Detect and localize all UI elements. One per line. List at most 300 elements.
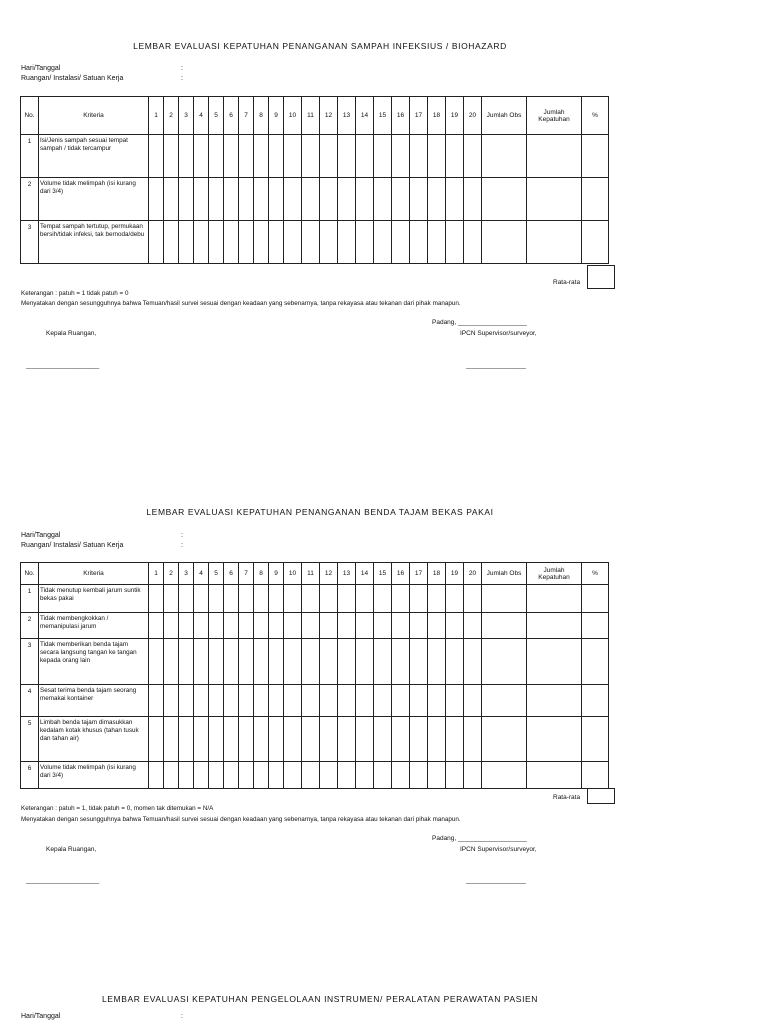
day-cell[interactable] (392, 639, 410, 685)
day-cell[interactable] (374, 613, 392, 639)
jumlah-obs-cell[interactable] (482, 717, 527, 762)
day-cell[interactable] (320, 685, 338, 717)
field-label-hari: Hari/Tanggal (21, 532, 61, 539)
day-cell[interactable] (320, 178, 338, 221)
header-day: 7 (239, 563, 254, 585)
signature-line-right: __________________ (466, 877, 526, 884)
day-cell[interactable] (446, 717, 464, 762)
day-cell[interactable] (239, 178, 254, 221)
day-cell[interactable] (374, 639, 392, 685)
day-cell[interactable] (356, 639, 374, 685)
day-cell[interactable] (446, 639, 464, 685)
day-cell[interactable] (392, 717, 410, 762)
header-day: 16 (392, 563, 410, 585)
day-cell[interactable] (194, 685, 209, 717)
header-day: 20 (464, 97, 482, 135)
day-cell[interactable] (209, 639, 224, 685)
table-row (21, 585, 609, 613)
day-cell[interactable] (464, 135, 482, 178)
day-cell[interactable] (209, 685, 224, 717)
day-cell[interactable] (269, 585, 284, 613)
jumlah-kepatuhan-cell[interactable] (527, 685, 582, 717)
day-cell[interactable] (374, 585, 392, 613)
header-kriteria: Kriteria (39, 97, 149, 135)
day-cell[interactable] (374, 685, 392, 717)
day-cell[interactable] (356, 178, 374, 221)
header-day: 7 (239, 97, 254, 135)
row-kriteria: Tidak menutup kembali jarum suntik bekas pakai (39, 585, 149, 613)
day-cell[interactable] (284, 135, 302, 178)
day-cell[interactable] (269, 685, 284, 717)
day-cell[interactable] (464, 685, 482, 717)
day-cell[interactable] (410, 762, 428, 789)
table-header-row (21, 563, 609, 585)
jumlah-obs-cell[interactable] (482, 685, 527, 717)
day-cell[interactable] (269, 178, 284, 221)
jumlah-kepatuhan-cell[interactable] (527, 613, 582, 639)
day-cell[interactable] (410, 613, 428, 639)
percent-cell[interactable] (582, 639, 609, 685)
day-cell[interactable] (194, 135, 209, 178)
day-cell[interactable] (239, 762, 254, 789)
header-day: 9 (269, 563, 284, 585)
kepala-ruangan-label: Kepala Ruangan, (46, 846, 97, 853)
header-day: 3 (179, 563, 194, 585)
day-cell[interactable] (164, 717, 179, 762)
rata-rata-box[interactable] (587, 265, 615, 289)
day-cell[interactable] (194, 717, 209, 762)
kepala-ruangan-label: Kepala Ruangan, (46, 330, 97, 337)
form-meta (21, 64, 183, 84)
day-cell[interactable] (446, 762, 464, 789)
day-cell[interactable] (356, 762, 374, 789)
day-cell[interactable] (179, 613, 194, 639)
row-kriteria: Tidak membengkokkan / memanipulasi jarum (39, 613, 149, 639)
field-label-ruangan: Ruangan/ Instalasi/ Satuan Kerja (21, 75, 124, 82)
percent-cell[interactable] (582, 762, 609, 789)
day-cell[interactable] (464, 178, 482, 221)
statement: Menyatakan dengan sesungguhnya bahwa Temuan/hasil survei sesuai dengan keadaan yang sebenarnya, tanpa rekayasa atau tekanan dari pihak manapun. (21, 300, 461, 307)
day-cell[interactable] (446, 585, 464, 613)
jumlah-obs-cell[interactable] (482, 639, 527, 685)
day-cell[interactable] (356, 135, 374, 178)
header-day: 15 (374, 563, 392, 585)
header-no: No. (21, 563, 39, 585)
day-cell[interactable] (164, 685, 179, 717)
day-cell[interactable] (410, 135, 428, 178)
day-cell[interactable] (428, 685, 446, 717)
day-cell[interactable] (149, 178, 164, 221)
field-colon: : (181, 532, 183, 539)
day-cell[interactable] (284, 585, 302, 613)
day-cell[interactable] (338, 178, 356, 221)
header-jumlah-obs: Jumlah Obs (482, 563, 527, 585)
day-cell[interactable] (239, 221, 254, 264)
day-cell[interactable] (164, 178, 179, 221)
day-cell[interactable] (428, 221, 446, 264)
percent-cell[interactable] (582, 685, 609, 717)
day-cell[interactable] (239, 613, 254, 639)
day-cell[interactable] (224, 221, 239, 264)
header-day: 8 (254, 97, 269, 135)
day-cell[interactable] (302, 178, 320, 221)
day-cell[interactable] (284, 685, 302, 717)
day-cell[interactable] (428, 717, 446, 762)
header-day: 18 (428, 97, 446, 135)
header-day: 3 (179, 97, 194, 135)
day-cell[interactable] (179, 717, 194, 762)
day-cell[interactable] (164, 639, 179, 685)
row-kriteria: Limbah benda tajam dimasukkan kedalam kotak khusus (tahan tusuk dan tahan air) (39, 717, 149, 762)
day-cell[interactable] (194, 613, 209, 639)
rata-rata-label: Rata-rata (553, 279, 581, 286)
row-kriteria: Sesat terima benda tajam seorang memakai kontainer (39, 685, 149, 717)
day-cell[interactable] (254, 717, 269, 762)
evaluation-table (20, 96, 609, 264)
day-cell[interactable] (284, 613, 302, 639)
day-cell[interactable] (464, 639, 482, 685)
day-cell[interactable] (410, 717, 428, 762)
day-cell[interactable] (338, 135, 356, 178)
day-cell[interactable] (374, 762, 392, 789)
day-cell[interactable] (209, 135, 224, 178)
header-kriteria: Kriteria (39, 563, 149, 585)
day-cell[interactable] (284, 639, 302, 685)
day-cell[interactable] (179, 135, 194, 178)
day-cell[interactable] (194, 639, 209, 685)
day-cell[interactable] (254, 178, 269, 221)
table-row (21, 178, 609, 221)
day-cell[interactable] (224, 762, 239, 789)
row-no: 4 (21, 685, 39, 717)
day-cell[interactable] (224, 639, 239, 685)
day-cell[interactable] (392, 685, 410, 717)
day-cell[interactable] (392, 762, 410, 789)
form-meta (21, 531, 183, 551)
day-cell[interactable] (209, 221, 224, 264)
day-cell[interactable] (446, 685, 464, 717)
day-cell[interactable] (428, 639, 446, 685)
day-cell[interactable] (356, 613, 374, 639)
day-cell[interactable] (149, 639, 164, 685)
day-cell[interactable] (269, 762, 284, 789)
row-no: 1 (21, 135, 39, 178)
header-day: 10 (284, 563, 302, 585)
day-cell[interactable] (269, 639, 284, 685)
day-cell[interactable] (302, 762, 320, 789)
day-cell[interactable] (254, 639, 269, 685)
day-cell[interactable] (302, 221, 320, 264)
day-cell[interactable] (179, 762, 194, 789)
day-cell[interactable] (302, 685, 320, 717)
day-cell[interactable] (356, 221, 374, 264)
day-cell[interactable] (410, 178, 428, 221)
day-cell[interactable] (149, 135, 164, 178)
day-cell[interactable] (239, 717, 254, 762)
table-row (21, 221, 609, 264)
table-row (21, 639, 609, 685)
day-cell[interactable] (164, 585, 179, 613)
row-no: 1 (21, 585, 39, 613)
jumlah-kepatuhan-cell[interactable] (527, 585, 582, 613)
header-percent: % (582, 97, 609, 135)
signature-line-left: ______________________ (26, 362, 99, 369)
header-day: 6 (224, 97, 239, 135)
row-no: 6 (21, 762, 39, 789)
day-cell[interactable] (164, 613, 179, 639)
percent-cell[interactable] (582, 717, 609, 762)
day-cell[interactable] (302, 135, 320, 178)
day-cell[interactable] (194, 178, 209, 221)
field-colon: : (181, 75, 183, 82)
day-cell[interactable] (254, 221, 269, 264)
table-row (21, 762, 609, 789)
form-title: LEMBAR EVALUASI KEPATUHAN PENANGANAN BENDA TAJAM BEKAS PAKAI (146, 507, 494, 517)
day-cell[interactable] (338, 221, 356, 264)
row-no: 3 (21, 221, 39, 264)
day-cell[interactable] (302, 613, 320, 639)
day-cell[interactable] (164, 135, 179, 178)
header-day: 14 (356, 97, 374, 135)
day-cell[interactable] (149, 585, 164, 613)
day-cell[interactable] (164, 762, 179, 789)
header-jumlah-kepatuhan: Jumlah Kepatuhan (527, 563, 582, 585)
percent-cell[interactable] (582, 221, 609, 264)
day-cell[interactable] (320, 221, 338, 264)
day-cell[interactable] (302, 585, 320, 613)
day-cell[interactable] (149, 685, 164, 717)
day-cell[interactable] (209, 762, 224, 789)
percent-cell[interactable] (582, 585, 609, 613)
day-cell[interactable] (269, 221, 284, 264)
header-day: 11 (302, 563, 320, 585)
day-cell[interactable] (284, 762, 302, 789)
padang-date: Padang, ___________________ (432, 835, 527, 842)
day-cell[interactable] (392, 178, 410, 221)
day-cell[interactable] (428, 762, 446, 789)
day-cell[interactable] (338, 717, 356, 762)
day-cell[interactable] (284, 221, 302, 264)
header-day: 5 (209, 97, 224, 135)
day-cell[interactable] (356, 685, 374, 717)
day-cell[interactable] (269, 717, 284, 762)
day-cell[interactable] (392, 135, 410, 178)
day-cell[interactable] (239, 585, 254, 613)
day-cell[interactable] (209, 178, 224, 221)
day-cell[interactable] (209, 585, 224, 613)
jumlah-kepatuhan-cell[interactable] (527, 762, 582, 789)
row-kriteria: Volume tidak melimpah (isi kurang dari 3/4) (39, 762, 149, 789)
day-cell[interactable] (464, 221, 482, 264)
header-day: 18 (428, 563, 446, 585)
day-cell[interactable] (239, 639, 254, 685)
day-cell[interactable] (338, 639, 356, 685)
day-cell[interactable] (149, 717, 164, 762)
header-day: 12 (320, 563, 338, 585)
row-kriteria: Tempat sampah tertutup, permukaan bersih/tidak infeksi, tak bernoda/debu (39, 221, 149, 264)
day-cell[interactable] (320, 639, 338, 685)
header-day: 8 (254, 563, 269, 585)
day-cell[interactable] (254, 613, 269, 639)
day-cell[interactable] (254, 762, 269, 789)
jumlah-obs-cell[interactable] (482, 585, 527, 613)
day-cell[interactable] (209, 613, 224, 639)
form-meta (21, 1012, 183, 1022)
day-cell[interactable] (179, 685, 194, 717)
row-kriteria: Tidak memberikan benda tajam secara langsung tangan ke tangan kepada orang lain (39, 639, 149, 685)
header-day: 5 (209, 563, 224, 585)
percent-cell[interactable] (582, 135, 609, 178)
day-cell[interactable] (446, 135, 464, 178)
keterangan: Keterangan : patuh = 1, tidak patuh = 0, momen tak ditemukan = N/A (21, 805, 214, 812)
day-cell[interactable] (194, 221, 209, 264)
day-cell[interactable] (224, 585, 239, 613)
ipcn-label: IPCN Supervisor/surveyor, (460, 330, 537, 337)
jumlah-obs-cell[interactable] (482, 221, 527, 264)
header-day: 13 (338, 563, 356, 585)
header-day: 2 (164, 563, 179, 585)
jumlah-kepatuhan-cell[interactable] (527, 639, 582, 685)
keterangan: Keterangan : patuh = 1 tidak patuh = 0 (21, 290, 129, 297)
day-cell[interactable] (392, 585, 410, 613)
day-cell[interactable] (254, 585, 269, 613)
table-row (21, 717, 609, 762)
day-cell[interactable] (428, 135, 446, 178)
day-cell[interactable] (224, 717, 239, 762)
day-cell[interactable] (338, 762, 356, 789)
day-cell[interactable] (410, 639, 428, 685)
field-label-hari: Hari/Tanggal (21, 1013, 61, 1020)
statement: Menyatakan dengan sesungguhnya bahwa Temuan/hasil survei sesuai dengan keadaan yang sebenarnya, tanpa rekayasa atau tekanan dari pihak manapun. (21, 816, 461, 823)
header-day: 12 (320, 97, 338, 135)
day-cell[interactable] (239, 685, 254, 717)
day-cell[interactable] (410, 585, 428, 613)
form-title: LEMBAR EVALUASI KEPATUHAN PENGELOLAAN INSTRUMEN/ PERALATAN PERAWATAN PASIEN (101, 994, 539, 1004)
day-cell[interactable] (149, 762, 164, 789)
header-day: 17 (410, 97, 428, 135)
day-cell[interactable] (302, 639, 320, 685)
day-cell[interactable] (284, 178, 302, 221)
day-cell[interactable] (320, 613, 338, 639)
header-day: 15 (374, 97, 392, 135)
header-day: 11 (302, 97, 320, 135)
jumlah-kepatuhan-cell[interactable] (527, 221, 582, 264)
day-cell[interactable] (320, 585, 338, 613)
day-cell[interactable] (374, 221, 392, 264)
day-cell[interactable] (302, 717, 320, 762)
day-cell[interactable] (446, 221, 464, 264)
day-cell[interactable] (149, 221, 164, 264)
jumlah-obs-cell[interactable] (482, 178, 527, 221)
day-cell[interactable] (320, 762, 338, 789)
day-cell[interactable] (224, 178, 239, 221)
day-cell[interactable] (269, 135, 284, 178)
day-cell[interactable] (356, 717, 374, 762)
day-cell[interactable] (428, 178, 446, 221)
day-cell[interactable] (254, 685, 269, 717)
field-label-hari: Hari/Tanggal (21, 65, 61, 72)
day-cell[interactable] (179, 585, 194, 613)
jumlah-obs-cell[interactable] (482, 762, 527, 789)
day-cell[interactable] (149, 613, 164, 639)
day-cell[interactable] (224, 685, 239, 717)
table-row (21, 135, 609, 178)
day-cell[interactable] (392, 221, 410, 264)
day-cell[interactable] (338, 585, 356, 613)
ipcn-label: IPCN Supervisor/surveyor, (460, 846, 537, 853)
day-cell[interactable] (179, 639, 194, 685)
day-cell[interactable] (464, 613, 482, 639)
day-cell[interactable] (374, 135, 392, 178)
day-cell[interactable] (179, 221, 194, 264)
day-cell[interactable] (446, 178, 464, 221)
rata-rata-box[interactable] (587, 788, 615, 804)
day-cell[interactable] (410, 221, 428, 264)
signature-line-left: ______________________ (26, 877, 99, 884)
header-day: 10 (284, 97, 302, 135)
day-cell[interactable] (239, 135, 254, 178)
jumlah-kepatuhan-cell[interactable] (527, 178, 582, 221)
day-cell[interactable] (428, 585, 446, 613)
table-row (21, 685, 609, 717)
day-cell[interactable] (464, 762, 482, 789)
row-kriteria: Isi/Jenis sampah sesuai tempat sampah / tidak tercampur (39, 135, 149, 178)
day-cell[interactable] (428, 613, 446, 639)
jumlah-kepatuhan-cell[interactable] (527, 135, 582, 178)
header-day: 1 (149, 97, 164, 135)
day-cell[interactable] (410, 685, 428, 717)
day-cell[interactable] (374, 717, 392, 762)
table-header-row (21, 97, 609, 135)
day-cell[interactable] (284, 717, 302, 762)
day-cell[interactable] (194, 585, 209, 613)
day-cell[interactable] (224, 135, 239, 178)
percent-cell[interactable] (582, 613, 609, 639)
row-kriteria: Volume tidak melimpah (isi kurang dari 3/4) (39, 178, 149, 221)
row-no: 3 (21, 639, 39, 685)
day-cell[interactable] (392, 613, 410, 639)
jumlah-kepatuhan-cell[interactable] (527, 717, 582, 762)
day-cell[interactable] (338, 685, 356, 717)
header-day: 16 (392, 97, 410, 135)
header-jumlah-obs: Jumlah Obs (482, 97, 527, 135)
header-day: 19 (446, 563, 464, 585)
header-day: 4 (194, 563, 209, 585)
day-cell[interactable] (269, 613, 284, 639)
day-cell[interactable] (320, 135, 338, 178)
day-cell[interactable] (374, 178, 392, 221)
header-percent: % (582, 563, 609, 585)
day-cell[interactable] (338, 613, 356, 639)
day-cell[interactable] (179, 178, 194, 221)
day-cell[interactable] (224, 613, 239, 639)
day-cell[interactable] (194, 762, 209, 789)
jumlah-obs-cell[interactable] (482, 135, 527, 178)
day-cell[interactable] (464, 717, 482, 762)
header-day: 9 (269, 97, 284, 135)
day-cell[interactable] (164, 221, 179, 264)
field-colon: : (181, 1013, 183, 1020)
day-cell[interactable] (356, 585, 374, 613)
day-cell[interactable] (254, 135, 269, 178)
day-cell[interactable] (209, 717, 224, 762)
day-cell[interactable] (446, 613, 464, 639)
jumlah-obs-cell[interactable] (482, 613, 527, 639)
percent-cell[interactable] (582, 178, 609, 221)
day-cell[interactable] (320, 717, 338, 762)
day-cell[interactable] (464, 585, 482, 613)
padang-date: Padang, ___________________ (432, 319, 527, 326)
